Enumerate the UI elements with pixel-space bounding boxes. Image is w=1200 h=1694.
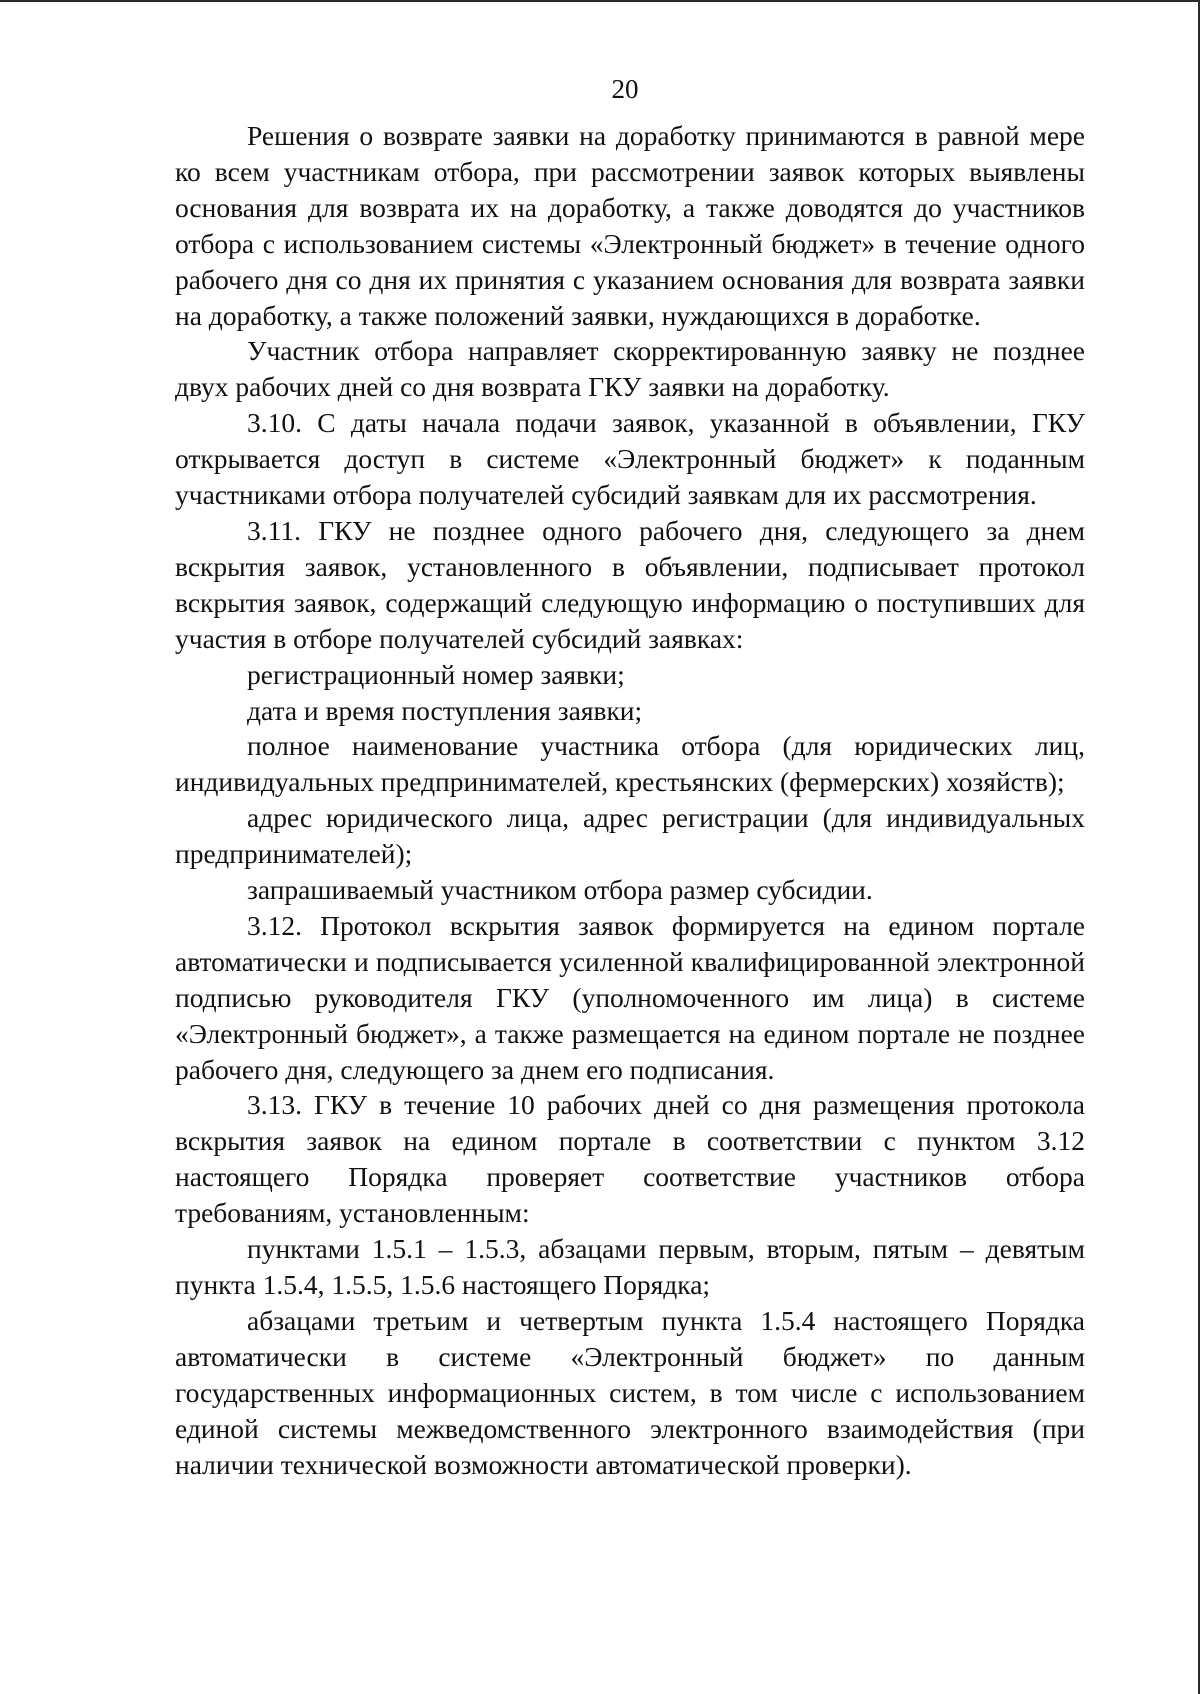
list-item-registration-number: регистрационный номер заявки; bbox=[247, 658, 625, 690]
paragraph-corrected-application: Участник отбора направляет скорректированную заявку не позднее двух рабочих дней со дня возврата ГКУ заявки на доработку. bbox=[175, 335, 1085, 403]
paragraph-3-10: 3.10. С даты начала подачи заявок, указанной в объявлении, ГКУ открывается доступ в системе «Электронный бюджет» к поданным участниками отбора получателей субсидий заявкам для их рассмотрения. bbox=[175, 407, 1085, 511]
paragraph-3-12: 3.12. Протокол вскрытия заявок формируется на едином портале автоматически и подписывается усиленной квалифицированной электронной подписью руководителя ГКУ (уполномоченного им лица) в системе «Электронный бюджет», а также размещается на едином портале не позднее рабочего дня, следующего за днем его подписания. bbox=[175, 909, 1085, 1085]
paragraph-3-11: 3.11. ГКУ не позднее одного рабочего дня, следующего за днем вскрытия заявок, установленного в объявлении, подписывает протокол вскрытия заявок, содержащий следующую информацию о поступивших для участия в отборе получателей субсидий заявках: bbox=[175, 514, 1085, 654]
paragraph-3-13: 3.13. ГКУ в течение 10 рабочих дней со дня размещения протокола вскрытия заявок на едином портале в соответствии с пунктом 3.12 настоящего Порядка проверяет соответствие участников отбора требованиям, установленным: bbox=[175, 1089, 1085, 1229]
paragraph-return-decision: Решения о возврате заявки на доработку принимаются в равной мере ко всем участникам отбора, при рассмотрении заявок которых выявлены основания для возврата их на доработку, а также доводятся до участников отбора с использованием системы «Электронный бюджет» в течение одного рабочего дня со дня их принятия с указанием основания для возврата заявки на доработку, а также положений заявки, нуждающихся в доработке. bbox=[175, 120, 1085, 331]
list-item-full-name: полное наименование участника отбора (для юридических лиц, индивидуальных предпринимателей, крестьянских (фермерских) хозяйств); bbox=[175, 730, 1085, 798]
list-item-automatic-check: абзацами третьим и четвертым пункта 1.5.4 настоящего Порядка автоматически в системе «Электронный бюджет» по данным государственных информационных систем, в том числе с использованием единой системы межведомственного электронного взаимодействия (при наличии технической возможности автоматической проверки). bbox=[175, 1304, 1085, 1480]
scan-edge-top bbox=[0, 0, 1200, 2]
document-body bbox=[175, 118, 1085, 1482]
list-item-receipt-datetime: дата и время поступления заявки; bbox=[247, 694, 643, 726]
list-item-subsidy-amount: запрашиваемый участником отбора размер субсидии. bbox=[247, 874, 873, 906]
page-number: 20 bbox=[611, 74, 639, 104]
list-item-address: адрес юридического лица, адрес регистрации (для индивидуальных предпринимателей); bbox=[175, 802, 1085, 870]
list-item-points-1-5: пунктами 1.5.1 – 1.5.3, абзацами первым, вторым, пятым – девятым пункта 1.5.4, 1.5.5, 1.5.6 настоящего Порядка; bbox=[175, 1233, 1085, 1300]
